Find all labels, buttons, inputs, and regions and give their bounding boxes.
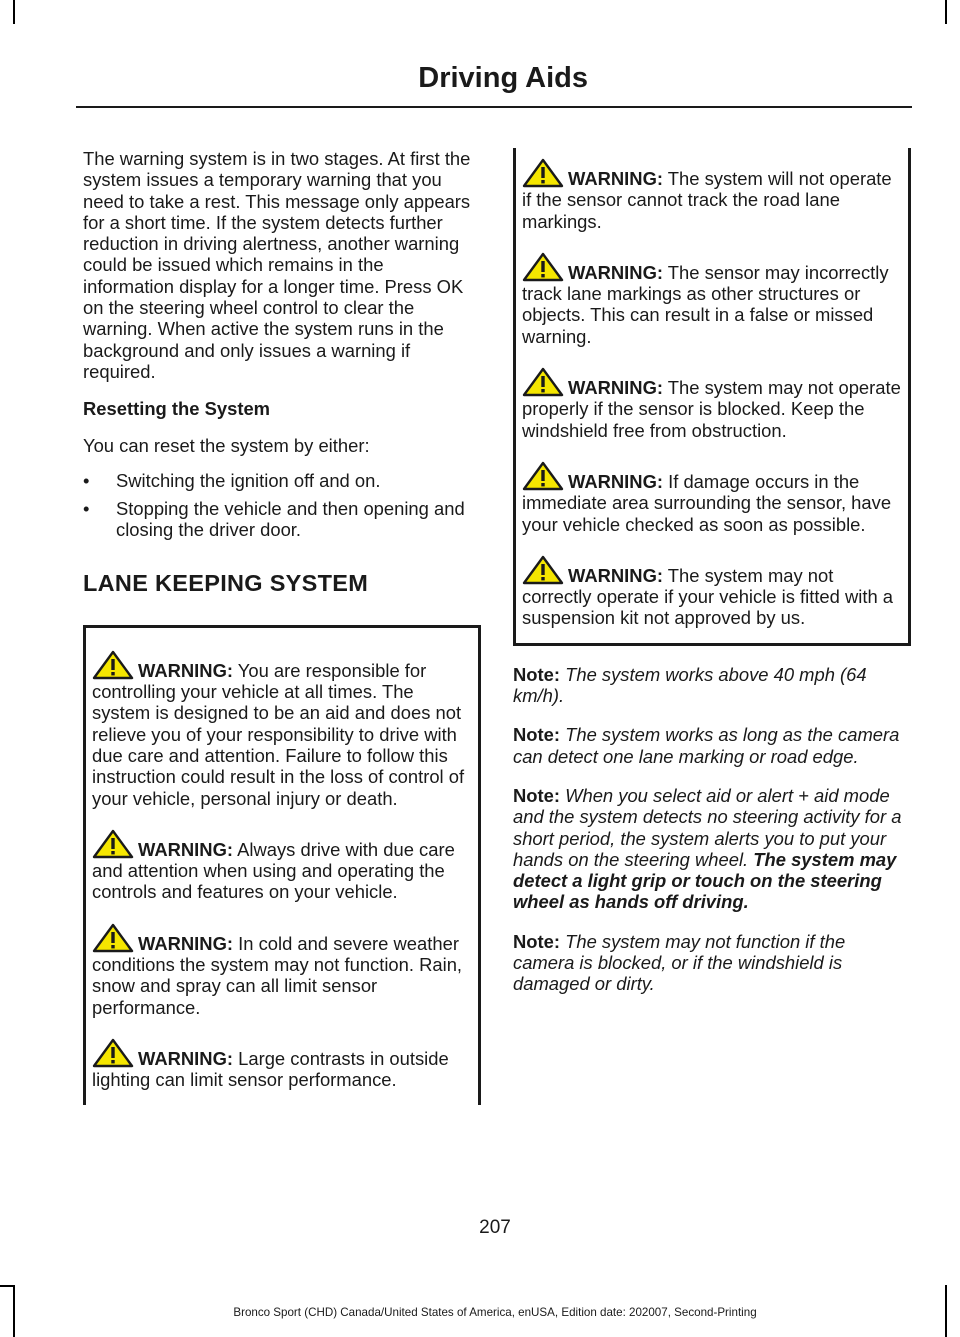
page-footer: Bronco Sport (CHD) Canada/United States of America, enUSA, Edition date: 202007, Second-Printing <box>233 1306 757 1319</box>
right-column <box>513 148 905 995</box>
warning-item: WARNING: You are responsible for controlling your vehicle at all times. The system is designed to be an aid and does not relieve you of your responsibility to drive with due care and attention. Failure to follow this instruction could result in the loss of control of your vehicle, personal injury or death. <box>92 650 472 809</box>
warning-triangle-icon <box>522 158 564 188</box>
page-number: 207 <box>479 1217 511 1238</box>
list-item: • Stopping the vehicle and then opening and closing the driver door. <box>83 498 465 541</box>
note-paragraph: Note: The system works above 40 mph (64 km/h). <box>513 663 867 707</box>
list-item: • Switching the ignition off and on. <box>83 469 381 491</box>
subheading-resetting: Resetting the System <box>83 398 271 420</box>
warning-triangle-icon <box>522 367 564 397</box>
left-column <box>83 148 475 1105</box>
bullet-glyph: • <box>83 469 90 491</box>
warning-triangle-icon <box>92 923 134 953</box>
bullet-glyph: • <box>83 498 90 520</box>
header-divider <box>76 106 912 108</box>
warning-item: WARNING: The sensor may incorrectly track lane markings as other structures or objects. This can result in a false or missed warning. <box>522 252 902 347</box>
section-heading-lane-keeping: LANE KEEPING SYSTEM <box>83 569 369 596</box>
warning-item: WARNING: The system will not operate if the sensor cannot track the road lane markings. <box>522 158 902 232</box>
reset-bullet-list <box>83 470 475 541</box>
warning-triangle-icon <box>92 829 134 859</box>
warning-item: WARNING: If damage occurs in the immediate area surrounding the sensor, have your vehicle checked as soon as possible. <box>522 461 902 535</box>
note-paragraph: Note: The system may not function if the camera is blocked, or if the windshield is damaged or dirty. <box>513 930 846 995</box>
warning-triangle-icon <box>92 650 134 680</box>
reset-lead-text: You can reset the system by either: <box>83 434 370 456</box>
warning-item: WARNING: Large contrasts in outside lighting can limit sensor performance. <box>92 1038 472 1091</box>
note-paragraph: Note: The system works as long as the camera can detect one lane marking or road edge. <box>513 724 900 767</box>
crop-mark-bottom-left-h <box>0 1285 15 1287</box>
warning-triangle-icon <box>522 555 564 585</box>
warning-box-right <box>513 148 911 646</box>
warning-item: WARNING: Always drive with due care and attention when using and operating the controls and features on your vehicle. <box>92 829 472 903</box>
note-paragraph: Note: When you select aid or alert + aid mode and the system detects no steering activity for a short period, the system alerts you to put your hands on the steering wheel. The system may detect a light grip or touch on the steering wheel as hands off driving. <box>513 784 902 913</box>
warning-box-left <box>83 625 481 1105</box>
warning-item: WARNING: The system may not correctly operate if your vehicle is fitted with a suspension kit not approved by us. <box>522 555 902 629</box>
warning-triangle-icon <box>522 461 564 491</box>
page-header-title: Driving Aids <box>418 62 588 94</box>
intro-paragraph: The warning system is in two stages. At first the system issues a temporary warning that you need to take a rest. This message only appears for a short time. If the system detects further reduction in driving alertness, another warning could be issued which remains in the information display for a longer time. Press OK on the steering wheel control to clear the warning. When active the system runs in the background and only issues a warning if required. <box>83 148 471 382</box>
warning-triangle-icon <box>92 1038 134 1068</box>
crop-mark-top-left-v <box>13 0 15 24</box>
warning-item: WARNING: In cold and severe weather conditions the system may not function. Rain, snow and spray can all limit sensor performance. <box>92 923 472 1018</box>
crop-mark-top-right-v <box>945 0 947 24</box>
warning-triangle-icon <box>522 252 564 282</box>
warning-item: WARNING: The system may not operate properly if the sensor is blocked. Keep the windshield free from obstruction. <box>522 367 902 441</box>
